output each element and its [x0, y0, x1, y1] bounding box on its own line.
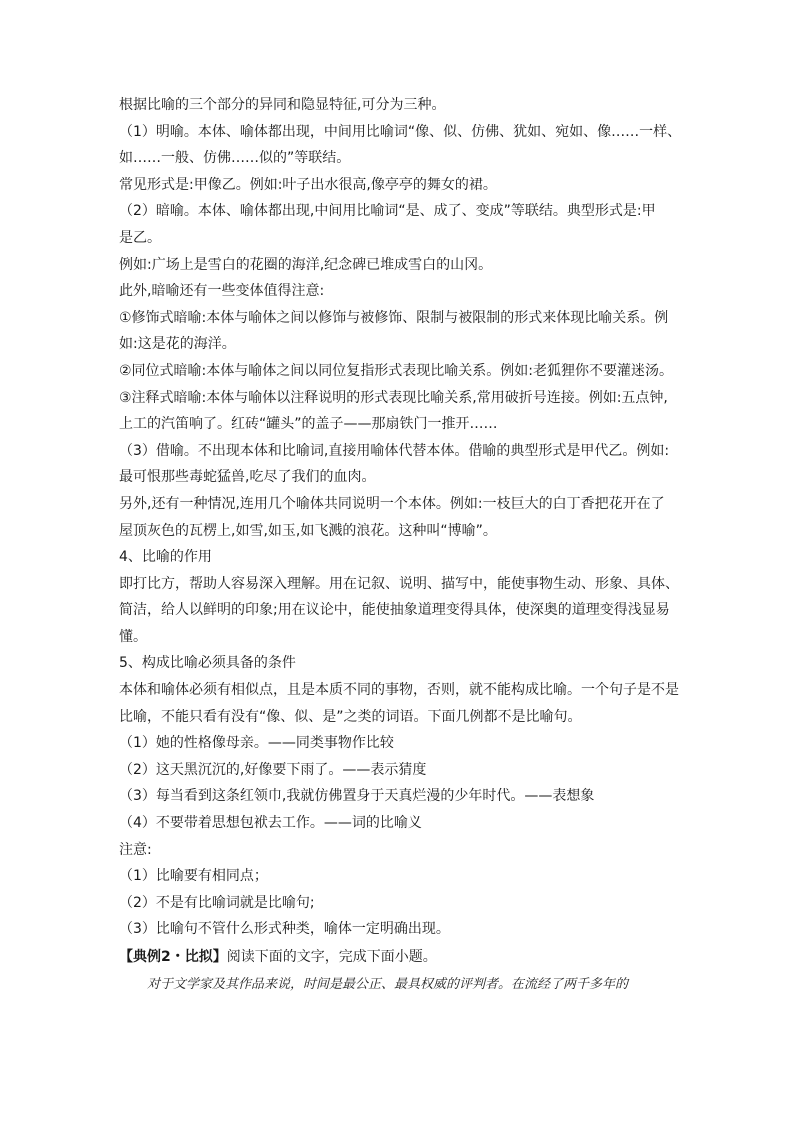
text-line: 懂。 — [119, 628, 147, 645]
text-line: 根据比喻的三个部分的异同和隐显特征,可分为三种。 — [119, 97, 446, 113]
text-line: （2）暗喻。本体、喻体都出现,中间用比喻词“是、成了、变成”等联结。典型形式是:甲 — [119, 203, 656, 220]
text-line: 是乙。 — [119, 229, 161, 246]
text-line: 此外,暗喻还有一些变体值得注意: — [119, 283, 325, 300]
text-line: （2）这天黑沉沉的,好像要下雨了。——表示猜度 — [119, 761, 427, 778]
text-line: 如……一般、仿佛……似的”等联结。 — [119, 150, 351, 167]
section-heading: 4、比喻的作用 — [119, 549, 212, 566]
note-heading: 注意: — [119, 841, 152, 858]
text-line: 屋顶灰色的瓦楞上,如雪,如玉,如飞溅的浪花。这种叫“博喻”。 — [119, 522, 497, 539]
text-line: （1）她的性格像母亲。——同类事物作比较 — [119, 735, 394, 752]
document-body — [119, 92, 685, 999]
text-line: ②同位式暗喻:本体与喻体之间以同位复指形式表现比喻关系。例如:老狐狸你不要灌迷汤。 — [119, 362, 673, 379]
text-line: （3）每当看到这条红领巾,我就仿佛置身于天真烂漫的少年时代。——表想象 — [119, 788, 595, 805]
example-tag: 【典例2・比拟】 — [119, 949, 227, 965]
text-line: （3）借喻。不出现本体和比喻词,直接用喻体代替本体。借喻的典型形式是甲代乙。例如: — [119, 442, 670, 459]
text-line: （3）比喻句不管什么形式种类，喻体一定明确出现。 — [119, 921, 450, 938]
text-line: （2）不是有比喻词就是比喻句; — [119, 894, 315, 911]
text-line: 最可恨那些毒蛇猛兽,吃尽了我们的血肉。 — [119, 469, 376, 486]
text-line: （1）明喻。本体、喻体都出现，中间用比喻词“像、似、仿佛、犹如、宛如、像……一样、 — [119, 123, 682, 140]
text-line: 另外,还有一种情况,连用几个喻体共同说明一个本体。例如:一枝巨大的白丁香把花开在了 — [119, 495, 665, 512]
text-line: ③注释式暗喻:本体与喻体以注释说明的形式表现比喻关系,常用破折号连接。例如:五点钟, — [119, 389, 668, 406]
text-line: 即打比方，帮助人容易深入理解。用在记叙、说明、描写中，能使事物生动、形象、具体、 — [119, 575, 679, 592]
text-line: 常见形式是:甲像乙。例如:叶子出水很高,像亭亭的舞女的裙。 — [119, 176, 497, 193]
text-line: 比喻，不能只看有没有“像、似、是”之类的词语。下面几例都不是比喻句。 — [119, 708, 582, 725]
text-line: 例如:广场上是雪白的花圈的海洋,纪念碑已堆成雪白的山冈。 — [119, 256, 493, 273]
text-line: 如:这是花的海洋。 — [119, 336, 236, 353]
text-line: 本体和喻体必须有相似点，且是本质不同的事物，否则，就不能构成比喻。一个句子是不是 — [119, 682, 679, 699]
text-line: （1）比喻要有相同点； — [119, 868, 268, 885]
reading-passage: 对于文学家及其作品来说，时间是最公正、最具权威的评判者。在流经了两千多年的 — [147, 977, 629, 992]
section-heading: 5、构成比喻必须具备的条件 — [119, 655, 296, 672]
text-line: ①修饰式暗喻:本体与喻体之间以修饰与被修饰、限制与被限制的形式来体现比喻关系。例 — [119, 309, 669, 326]
text-line: 上工的汽笛响了。红砖“罐头”的盖子——那扇铁门一推开…… — [119, 416, 498, 433]
example-heading — [119, 943, 685, 971]
text-line: 简洁，给人以鲜明的印象;用在议论中，能使抽象道理变得具体，使深奥的道理变得浅显易 — [119, 602, 670, 619]
text-line: （4）不要带着思想包袱去工作。——词的比喻义 — [119, 815, 422, 832]
example-instruction: 阅读下面的文字，完成下面小题。 — [226, 949, 437, 965]
